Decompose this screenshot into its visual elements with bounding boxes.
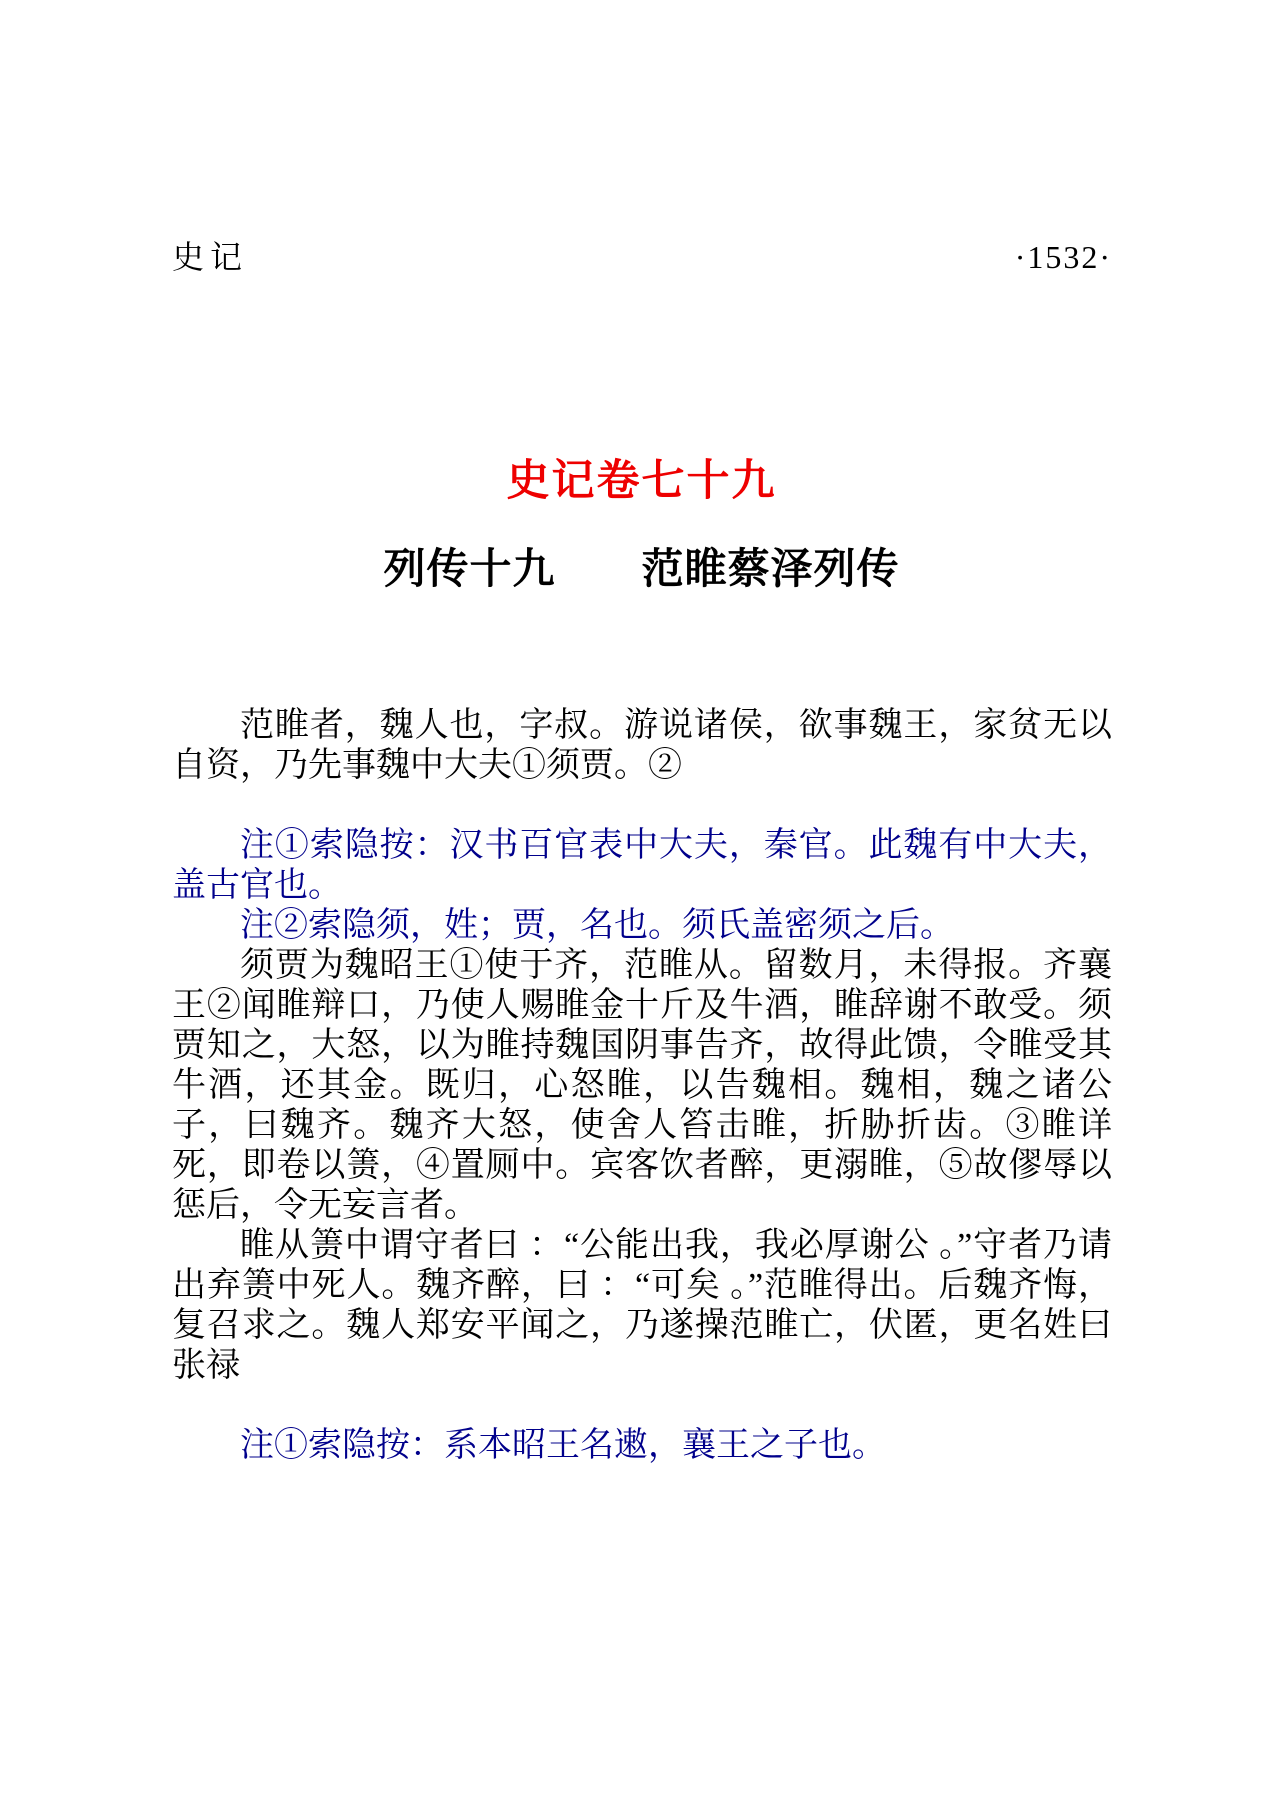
page-header (172, 238, 1112, 276)
annotation-paragraph: 注①索隐按：系本昭王名遫，襄王之子也。 (240, 1427, 886, 1464)
body-paragraph: 睢从箦中谓守者曰 ：“公能出我，我必厚谢公 。”守者乃请出弃箦中死人。魏齐醉，曰 ：“可矣 。”范睢得出。后魏齐悔，复召求之。魏人郑安平闻之，乃遂操范睢亡，伏匿，更名姓曰张禄 (172, 1227, 1112, 1384)
body-paragraph: 须贾为魏昭王①使于齐，范睢从。留数月，未得报。齐襄王②闻睢辩口，乃使人赐睢金十斤及牛酒，睢辞谢不敢受。须贾知之，大怒，以为睢持魏国阴事告齐，故得此馈，令睢受其牛酒，还其金。既归，心怒睢，以告魏相。魏相，魏之诸公子，曰魏齐。魏齐大怒，使舍人笞击睢，折胁折齿。③睢详死，即卷以箦，④置厕中。宾客饮者醉，更溺睢，⑤故僇辱以惩后，令无妄言者。 (172, 947, 1112, 1224)
chapter-subtitle: 列传十九 范睢蔡泽列传 (383, 545, 900, 592)
page-number: ·1532· (1014, 239, 1112, 275)
annotation-paragraph: 注②索隐须，姓；贾，名也。须氏盖密须之后。 (240, 907, 954, 944)
body-paragraph: 范睢者，魏人也，字叔。游说诸侯，欲事魏王，家贫无以自资，乃先事魏中大夫①须贾。② (172, 707, 1112, 784)
body-content (172, 706, 1112, 1466)
chapter-title: 史记卷七十九 (506, 457, 777, 505)
running-title: 史记 (172, 239, 249, 275)
annotation-paragraph: 注①索隐按：汉书百官表中大夫，秦官。此魏有中大夫，盖古官也。 (172, 827, 1112, 904)
